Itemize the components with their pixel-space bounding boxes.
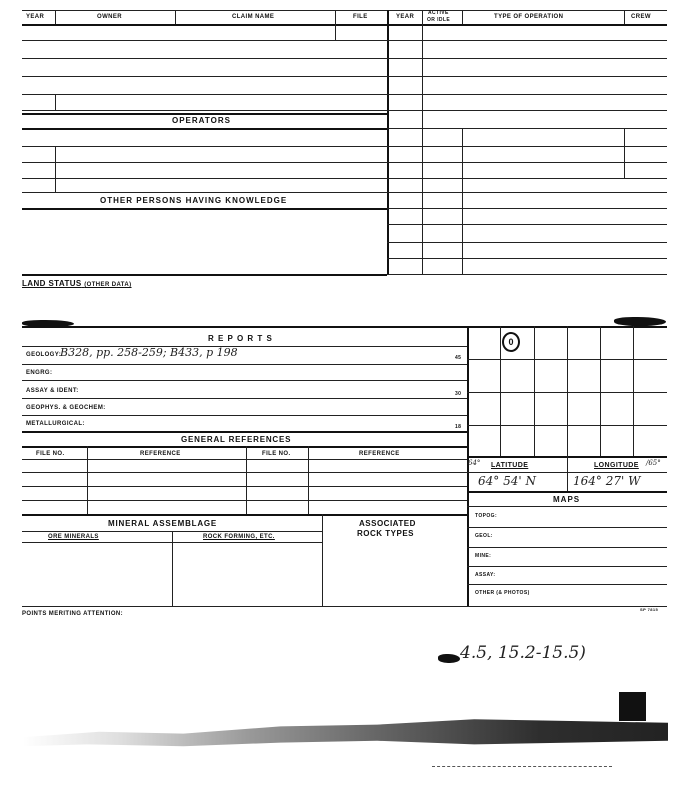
operators-underline — [22, 128, 387, 130]
grid-line — [534, 326, 535, 456]
operators-top-line — [22, 113, 387, 115]
grid-line — [567, 326, 568, 456]
mineral-assemblage-title: MINERAL ASSEMBLAGE — [108, 519, 218, 528]
owner-row-line — [22, 40, 387, 41]
handwritten-ink-blot — [438, 654, 460, 663]
divider — [246, 446, 247, 514]
report-num-metallurgical: 18 — [455, 424, 462, 430]
maps-assay: ASSAY: — [475, 572, 496, 578]
land-status-text: LAND STATUS — [22, 279, 82, 288]
right-row-line — [387, 146, 667, 147]
owner-row-line — [22, 58, 387, 59]
ore-minerals-label: ORE MINERALS — [48, 534, 99, 540]
report-label-geology: GEOLOGY: — [26, 352, 62, 358]
grid-line — [467, 392, 667, 393]
scan-noise-line — [432, 766, 612, 767]
col-header-active-2: OR IDLE — [427, 17, 451, 23]
report-num-geology: 45 — [455, 355, 462, 361]
maps-row-line — [467, 584, 667, 585]
maps-geol: GEOL: — [475, 533, 493, 539]
right-row-line — [387, 40, 667, 41]
col-header-claim-name: CLAIM NAME — [232, 14, 275, 20]
grid-line — [467, 359, 667, 360]
right-row-line — [387, 274, 667, 275]
grid-marker-text: 0 — [508, 337, 514, 347]
maps-other: OTHER (& PHOTOS) — [475, 590, 530, 596]
header-underline — [22, 24, 667, 26]
divider — [387, 10, 389, 275]
owner-row-line — [22, 76, 387, 77]
longitude-value: 164° 27' W — [573, 474, 641, 488]
right-row-line — [387, 110, 667, 111]
right-row-line — [387, 58, 667, 59]
reports-title: R E P O R T S — [208, 334, 273, 343]
col-header-year-2: YEAR — [396, 14, 415, 20]
report-label-metallurgical: METALLURGICAL: — [26, 421, 85, 427]
lat-prefix: 64° — [468, 459, 481, 467]
grid-line — [500, 326, 501, 456]
report-row-line — [22, 364, 467, 365]
divider — [462, 10, 463, 24]
col-header-type-of-operation: TYPE OF OPERATION — [494, 14, 564, 20]
left-block-bottom — [22, 274, 387, 276]
right-row-line — [387, 192, 667, 193]
report-row-line — [22, 398, 467, 399]
lat-label-line — [467, 472, 667, 473]
points-meriting-attention: POINTS MERITING ATTENTION: — [22, 611, 124, 617]
right-row-line — [387, 76, 667, 77]
gen-ref-col-file-no-2: FILE NO. — [262, 451, 291, 457]
col-header-file: FILE — [353, 14, 368, 20]
latitude-label: LATITUDE — [491, 462, 529, 469]
grid-line — [633, 326, 634, 456]
divider — [624, 128, 625, 178]
gen-ref-col-file-no-1: FILE NO. — [36, 451, 65, 457]
right-row-line — [387, 224, 667, 225]
divider — [55, 146, 56, 192]
rock-forming-label: ROCK FORMING, ETC. — [203, 534, 275, 540]
col-header-year: YEAR — [26, 14, 45, 20]
latitude-value: 64° 54' N — [478, 474, 536, 488]
land-status-label — [22, 279, 132, 288]
col-header-owner: OWNER — [97, 14, 122, 20]
report-label-engrg: ENGRG: — [26, 370, 53, 376]
black-square-mark — [619, 692, 646, 721]
longitude-label: LONGITUDE — [594, 462, 639, 469]
grid-line — [600, 326, 601, 456]
operator-row-line — [22, 178, 387, 179]
maps-row-line — [467, 527, 667, 528]
section-divider — [22, 326, 667, 328]
divider — [624, 10, 625, 24]
right-row-line — [387, 258, 667, 259]
right-row-line — [387, 128, 667, 129]
maps-row-line — [467, 547, 667, 548]
maps-topog: TOPOG: — [475, 513, 498, 519]
owner-row-line — [22, 110, 387, 111]
divider — [55, 10, 56, 24]
grid-line — [467, 425, 667, 426]
right-row-line — [387, 178, 667, 179]
report-num-assay: 30 — [455, 391, 462, 397]
right-row-line — [387, 242, 667, 243]
right-row-line — [387, 208, 667, 209]
grid-marker-circle — [502, 332, 520, 352]
ink-smudge-right — [614, 317, 666, 326]
report-row-line — [22, 380, 467, 381]
operator-row-line — [22, 162, 387, 163]
maps-row-line — [467, 566, 667, 567]
gen-ref-col-reference-1: REFERENCE — [140, 451, 181, 457]
top-border — [22, 10, 667, 11]
divider — [175, 10, 176, 24]
divider — [567, 456, 568, 492]
general-references-title: GENERAL REFERENCES — [181, 435, 292, 444]
maps-title: MAPS — [553, 495, 581, 504]
divider — [462, 128, 463, 274]
gen-ref-row-line — [22, 472, 467, 473]
geology-handwritten-value: B328, pp. 258-259; B433, p 198 — [60, 346, 238, 359]
report-label-geophys: GEOPHYS. & GEOCHEM: — [26, 405, 106, 411]
divider — [308, 446, 309, 514]
lon-suffix: /65° — [646, 459, 661, 467]
divider — [87, 446, 88, 514]
lower-bottom-line — [22, 606, 667, 607]
gen-ref-row-line — [22, 486, 467, 487]
latlon-bottom — [467, 491, 667, 493]
gen-ref-col-reference-2: REFERENCE — [359, 451, 400, 457]
divider — [55, 94, 56, 110]
col-header-active-1: ACTIVE — [428, 10, 449, 16]
divider — [172, 531, 173, 606]
report-label-assay: ASSAY & IDENT: — [26, 388, 79, 394]
report-row-line — [22, 415, 467, 416]
associated-rock-types-1: ASSOCIATED — [359, 519, 416, 528]
other-persons-underline — [22, 208, 387, 210]
operators-heading: OPERATORS — [172, 116, 231, 125]
operator-row-line — [22, 192, 387, 193]
ink-smudge-left — [22, 320, 74, 327]
scan-noise-band — [22, 712, 668, 748]
form-number: SP 7815 — [640, 607, 659, 612]
divider — [335, 10, 336, 40]
divider — [422, 10, 423, 275]
land-status-sub: (OTHER DATA) — [84, 282, 132, 288]
associated-rock-types-2: ROCK TYPES — [357, 529, 415, 538]
handwritten-note: 4.5, 15.2-15.5) — [460, 643, 586, 663]
gen-ref-row-line — [22, 500, 467, 501]
col-header-crew: CREW — [631, 14, 651, 20]
maps-mine: MINE: — [475, 553, 492, 559]
gen-ref-row-line — [22, 459, 467, 460]
operator-row-line — [22, 146, 387, 147]
divider — [322, 514, 323, 606]
other-persons-heading: OTHER PERSONS HAVING KNOWLEDGE — [100, 196, 288, 205]
owner-row-line — [22, 94, 387, 95]
gen-ref-title-line — [22, 446, 467, 448]
right-row-line — [387, 162, 667, 163]
right-row-line — [387, 94, 667, 95]
gen-ref-bottom-line — [22, 514, 467, 516]
maps-title-line — [467, 506, 667, 507]
reports-bottom-line — [22, 431, 467, 433]
